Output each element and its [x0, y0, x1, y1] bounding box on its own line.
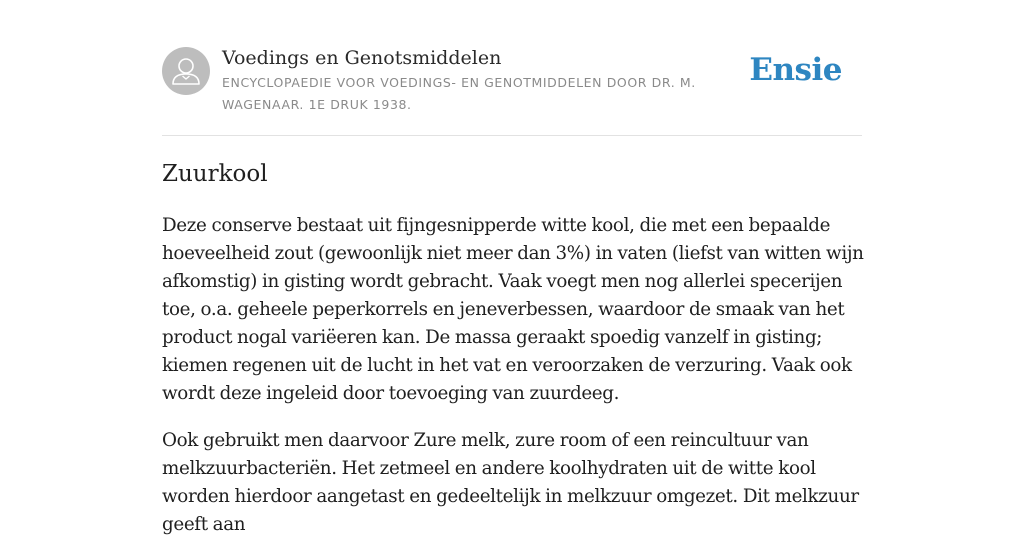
source-title[interactable]: Voedings en Genotsmiddelen	[222, 47, 502, 69]
article-paragraph: Ook gebruikt men daarvoor Zure melk, zure room of een reincultuur van melkzuurbacteriën. Het zetmeel en andere koolhydraten uit de witte kool worden hierdoor aangetast en gedeeltelijk in melkzuur omgezet. Dit melkzuur geeft aan	[162, 430, 859, 535]
article-body	[162, 212, 864, 558]
ensie-logo[interactable]: Ensie	[749, 52, 842, 88]
source-avatar[interactable]	[162, 47, 210, 95]
user-silhouette-icon	[162, 47, 210, 95]
source-header	[162, 46, 862, 136]
source-subtitle: ENCYCLOPAEDIE VOOR VOEDINGS- EN GENOTMIDDELEN DOOR DR. M. WAGENAAR. 1E DRUK 1938.	[222, 75, 696, 112]
header-divider	[162, 135, 862, 136]
article-paragraph: Deze conserve bestaat uit fijngesnipperde witte kool, die met een bepaalde hoeveelheid zout (gewoonlijk niet meer dan 3%) in vaten (liefst van witten wijn afkomstig) in gisting wordt gebracht. Vaak voegt men nog allerlei specerijen toe, o.a. geheele peperkorrels en jeneverbessen, waardoor de smaak van het product nogal variëeren kan. De massa geraakt spoedig vanzelf in gisting; kiemen regenen uit de lucht in het vat en veroorzaken de verzuring. Vaak ook wordt deze ingeleid door toevoeging van zuurdeeg.	[162, 215, 864, 404]
article-title: Zuurkool	[162, 161, 268, 187]
